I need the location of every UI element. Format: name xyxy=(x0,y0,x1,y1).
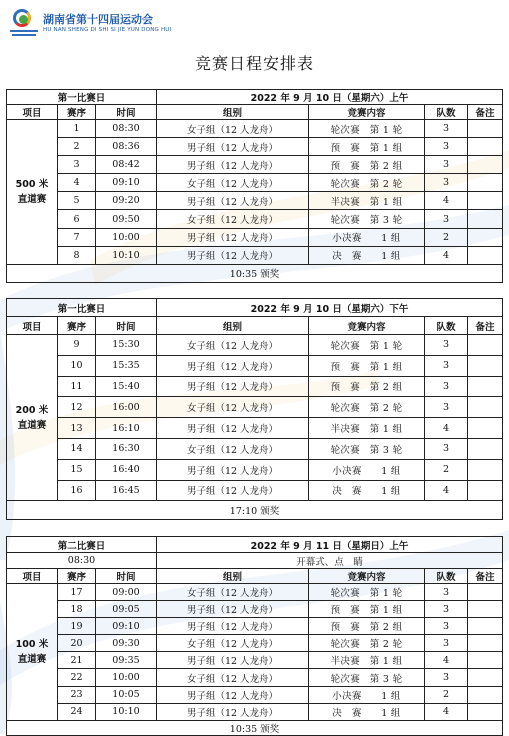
time-cell: 10:00 xyxy=(96,669,157,686)
table-row xyxy=(7,618,503,635)
remarks-cell xyxy=(468,246,503,264)
teams-cell: 3 xyxy=(425,397,468,418)
group-cell: 男子组（12 人龙舟） xyxy=(157,601,309,618)
column-header-teams: 队数 xyxy=(425,317,468,335)
seq-cell: 14 xyxy=(58,438,96,459)
group-cell: 男子组（12 人龙舟） xyxy=(157,618,309,635)
content-cell: 预 赛 第 2 组 xyxy=(309,156,425,174)
group-cell: 男子组（12 人龙舟） xyxy=(157,156,309,174)
event-name xyxy=(7,120,58,265)
teams-cell: 3 xyxy=(425,138,468,156)
group-cell: 女子组（12 人龙舟） xyxy=(157,210,309,228)
remarks-cell xyxy=(468,192,503,210)
header-text xyxy=(43,13,171,34)
seq-cell: 22 xyxy=(58,669,96,686)
remarks-cell xyxy=(468,669,503,686)
seq-cell: 1 xyxy=(58,120,96,138)
remarks-cell xyxy=(468,618,503,635)
schedule-table xyxy=(6,536,503,736)
seq-cell: 17 xyxy=(58,584,96,601)
remarks-cell xyxy=(468,584,503,601)
time-cell: 16:00 xyxy=(96,397,157,418)
games-logo xyxy=(10,8,38,38)
content-cell: 预 赛 第 2 组 xyxy=(309,376,425,397)
remarks-cell xyxy=(468,210,503,228)
time-cell: 10:00 xyxy=(96,228,157,246)
content-cell: 轮次赛 第 1 轮 xyxy=(309,335,425,356)
table-row xyxy=(7,584,503,601)
content-cell: 轮次赛 第 3 轮 xyxy=(309,438,425,459)
content-cell: 轮次赛 第 2 轮 xyxy=(309,397,425,418)
seq-cell: 5 xyxy=(58,192,96,210)
content-cell: 轮次赛 第 3 轮 xyxy=(309,210,425,228)
teams-cell: 4 xyxy=(425,480,468,501)
table-row xyxy=(7,228,503,246)
seq-cell: 24 xyxy=(58,703,96,720)
group-cell: 男子组（12 人龙舟） xyxy=(157,418,309,439)
time-cell: 16:10 xyxy=(96,418,157,439)
page-header xyxy=(10,6,171,40)
group-cell: 男子组（12 人龙舟） xyxy=(157,652,309,669)
date-label: 2022 年 9 月 10 日（星期六）上午 xyxy=(157,90,503,105)
group-cell: 女子组（12 人龙舟） xyxy=(157,174,309,192)
group-cell: 女子组（12 人龙舟） xyxy=(157,335,309,356)
table-row xyxy=(7,355,503,376)
column-header-teams: 队数 xyxy=(425,105,468,120)
column-header-event: 项目 xyxy=(7,105,58,120)
time-cell: 09:10 xyxy=(96,618,157,635)
remarks-cell xyxy=(468,418,503,439)
seq-cell: 8 xyxy=(58,246,96,264)
group-cell: 女子组（12 人龙舟） xyxy=(157,584,309,601)
column-header-teams: 队数 xyxy=(425,569,468,584)
group-cell: 女子组（12 人龙舟） xyxy=(157,669,309,686)
time-cell: 16:30 xyxy=(96,438,157,459)
table-row xyxy=(7,120,503,138)
table-row xyxy=(7,652,503,669)
content-cell: 轮次赛 第 3 轮 xyxy=(309,669,425,686)
remarks-cell xyxy=(468,138,503,156)
event-name-line: 直道赛 xyxy=(17,419,47,431)
teams-cell: 4 xyxy=(425,192,468,210)
column-header-group: 组别 xyxy=(157,105,309,120)
teams-cell: 3 xyxy=(425,601,468,618)
column-header-time: 时间 xyxy=(96,317,157,335)
schedule-table xyxy=(6,298,503,520)
group-cell: 男子组（12 人龙舟） xyxy=(157,480,309,501)
column-header-content: 竞赛内容 xyxy=(309,105,425,120)
group-cell: 男子组（12 人龙舟） xyxy=(157,228,309,246)
remarks-cell xyxy=(468,376,503,397)
column-header-event: 项目 xyxy=(7,569,58,584)
teams-cell: 2 xyxy=(425,686,468,703)
teams-cell: 2 xyxy=(425,459,468,480)
remarks-cell xyxy=(468,686,503,703)
table-row xyxy=(7,635,503,652)
content-cell: 小决赛 1 组 xyxy=(309,686,425,703)
note-text: 开幕式、点 睛 xyxy=(157,553,503,569)
date-label: 2022 年 9 月 10 日（星期六）下午 xyxy=(157,299,503,317)
content-cell: 预 赛 第 1 组 xyxy=(309,355,425,376)
remarks-cell xyxy=(468,228,503,246)
teams-cell: 3 xyxy=(425,174,468,192)
table-row xyxy=(7,438,503,459)
org-subtitle: HU NAN SHENG DI SHI SI JIE YUN DONG HUI xyxy=(43,26,172,33)
seq-cell: 21 xyxy=(58,652,96,669)
table-row xyxy=(7,192,503,210)
group-cell: 女子组（12 人龙舟） xyxy=(157,397,309,418)
column-header-time: 时间 xyxy=(96,569,157,584)
column-header-content: 竞赛内容 xyxy=(309,569,425,584)
group-cell: 女子组（12 人龙舟） xyxy=(157,635,309,652)
column-header-group: 组别 xyxy=(157,317,309,335)
time-cell: 08:36 xyxy=(96,138,157,156)
seq-cell: 12 xyxy=(58,397,96,418)
content-cell: 半决赛 第 1 组 xyxy=(309,192,425,210)
table-row xyxy=(7,669,503,686)
remarks-cell xyxy=(468,601,503,618)
day-label: 第一比赛日 xyxy=(7,299,157,317)
group-cell: 女子组（12 人龙舟） xyxy=(157,438,309,459)
event-name xyxy=(7,584,58,721)
time-cell: 16:40 xyxy=(96,459,157,480)
table-row xyxy=(7,376,503,397)
content-cell: 轮次赛 第 1 轮 xyxy=(309,584,425,601)
time-cell: 08:30 xyxy=(96,120,157,138)
column-header-time: 时间 xyxy=(96,105,157,120)
teams-cell: 3 xyxy=(425,584,468,601)
teams-cell: 3 xyxy=(425,210,468,228)
column-header-remarks: 备注 xyxy=(468,569,503,584)
table-row xyxy=(7,601,503,618)
content-cell: 小决赛 1 组 xyxy=(309,459,425,480)
event-name-line: 直道赛 xyxy=(17,193,47,205)
group-cell: 男子组（12 人龙舟） xyxy=(157,376,309,397)
seq-cell: 3 xyxy=(58,156,96,174)
seq-cell: 6 xyxy=(58,210,96,228)
time-cell: 15:30 xyxy=(96,335,157,356)
event-name-line: 200 米 xyxy=(15,404,49,416)
content-cell: 小决赛 1 组 xyxy=(309,228,425,246)
table-row xyxy=(7,397,503,418)
column-header-seq: 赛序 xyxy=(58,105,96,120)
group-cell: 男子组（12 人龙舟） xyxy=(157,459,309,480)
table-row xyxy=(7,210,503,228)
table-row xyxy=(7,246,503,264)
event-name xyxy=(7,335,58,501)
seq-cell: 9 xyxy=(58,335,96,356)
table-row xyxy=(7,703,503,720)
table-row xyxy=(7,418,503,439)
remarks-cell xyxy=(468,438,503,459)
remarks-cell xyxy=(468,174,503,192)
time-cell: 09:30 xyxy=(96,635,157,652)
remarks-cell xyxy=(468,335,503,356)
teams-cell: 4 xyxy=(425,246,468,264)
time-cell: 10:10 xyxy=(96,703,157,720)
group-cell: 男子组（12 人龙舟） xyxy=(157,703,309,720)
remarks-cell xyxy=(468,480,503,501)
teams-cell: 4 xyxy=(425,418,468,439)
table-row xyxy=(7,480,503,501)
group-cell: 男子组（12 人龙舟） xyxy=(157,355,309,376)
table-row xyxy=(7,335,503,356)
seq-cell: 19 xyxy=(58,618,96,635)
seq-cell: 20 xyxy=(58,635,96,652)
day-label: 第二比赛日 xyxy=(7,537,157,553)
time-cell: 15:35 xyxy=(96,355,157,376)
award-ceremony: 10:35 颁奖 xyxy=(7,264,503,282)
teams-cell: 3 xyxy=(425,669,468,686)
table-row xyxy=(7,156,503,174)
teams-cell: 3 xyxy=(425,438,468,459)
time-cell: 09:05 xyxy=(96,601,157,618)
remarks-cell xyxy=(468,156,503,174)
table-row xyxy=(7,686,503,703)
content-cell: 预 赛 第 1 组 xyxy=(309,601,425,618)
content-cell: 半决赛 第 1 组 xyxy=(309,652,425,669)
award-ceremony: 10:35 颁奖 xyxy=(7,720,503,735)
seq-cell: 10 xyxy=(58,355,96,376)
table-row xyxy=(7,174,503,192)
column-header-group: 组别 xyxy=(157,569,309,584)
time-cell: 09:50 xyxy=(96,210,157,228)
remarks-cell xyxy=(468,703,503,720)
event-name-line: 500 米 xyxy=(15,178,49,190)
group-cell: 男子组（12 人龙舟） xyxy=(157,246,309,264)
teams-cell: 4 xyxy=(425,652,468,669)
time-cell: 16:45 xyxy=(96,480,157,501)
seq-cell: 4 xyxy=(58,174,96,192)
content-cell: 轮次赛 第 2 轮 xyxy=(309,174,425,192)
time-cell: 09:00 xyxy=(96,584,157,601)
teams-cell: 3 xyxy=(425,376,468,397)
column-header-remarks: 备注 xyxy=(468,317,503,335)
teams-cell: 3 xyxy=(425,156,468,174)
day-label: 第一比赛日 xyxy=(7,90,157,105)
time-cell: 09:20 xyxy=(96,192,157,210)
teams-cell: 3 xyxy=(425,355,468,376)
award-ceremony: 17:10 颁奖 xyxy=(7,501,503,520)
remarks-cell xyxy=(468,120,503,138)
seq-cell: 16 xyxy=(58,480,96,501)
seq-cell: 18 xyxy=(58,601,96,618)
teams-cell: 3 xyxy=(425,120,468,138)
table-row xyxy=(7,138,503,156)
teams-cell: 3 xyxy=(425,335,468,356)
remarks-cell xyxy=(468,635,503,652)
column-header-seq: 赛序 xyxy=(58,569,96,584)
group-cell: 男子组（12 人龙舟） xyxy=(157,686,309,703)
table-row xyxy=(7,459,503,480)
seq-cell: 2 xyxy=(58,138,96,156)
teams-cell: 2 xyxy=(425,228,468,246)
event-name-line: 直道赛 xyxy=(17,653,47,665)
content-cell: 决 赛 1 组 xyxy=(309,246,425,264)
time-cell: 09:10 xyxy=(96,174,157,192)
remarks-cell xyxy=(468,355,503,376)
seq-cell: 15 xyxy=(58,459,96,480)
note-time: 08:30 xyxy=(7,553,157,569)
schedule-table xyxy=(6,89,503,283)
content-cell: 轮次赛 第 1 轮 xyxy=(309,120,425,138)
seq-cell: 7 xyxy=(58,228,96,246)
date-label: 2022 年 9 月 11 日（星期日）上午 xyxy=(157,537,503,553)
remarks-cell xyxy=(468,397,503,418)
teams-cell: 3 xyxy=(425,618,468,635)
event-name-line: 100 米 xyxy=(15,638,49,650)
content-cell: 决 赛 1 组 xyxy=(309,480,425,501)
time-cell: 10:05 xyxy=(96,686,157,703)
content-cell: 半决赛 第 1 组 xyxy=(309,418,425,439)
teams-cell: 4 xyxy=(425,703,468,720)
document-title: 竞赛日程安排表 xyxy=(194,54,314,73)
content-cell: 预 赛 第 2 组 xyxy=(309,618,425,635)
seq-cell: 11 xyxy=(58,376,96,397)
remarks-cell xyxy=(468,459,503,480)
group-cell: 女子组（12 人龙舟） xyxy=(157,120,309,138)
content-cell: 决 赛 1 组 xyxy=(309,703,425,720)
time-cell: 08:42 xyxy=(96,156,157,174)
column-header-event: 项目 xyxy=(7,317,58,335)
column-header-remarks: 备注 xyxy=(468,105,503,120)
time-cell: 10:10 xyxy=(96,246,157,264)
time-cell: 15:40 xyxy=(96,376,157,397)
remarks-cell xyxy=(468,652,503,669)
content-cell: 轮次赛 第 2 轮 xyxy=(309,635,425,652)
column-header-seq: 赛序 xyxy=(58,317,96,335)
seq-cell: 13 xyxy=(58,418,96,439)
group-cell: 男子组（12 人龙舟） xyxy=(157,192,309,210)
org-title: 湖南省第十四届运动会 xyxy=(43,12,153,26)
column-header-content: 竞赛内容 xyxy=(309,317,425,335)
group-cell: 男子组（12 人龙舟） xyxy=(157,138,309,156)
teams-cell: 3 xyxy=(425,635,468,652)
seq-cell: 23 xyxy=(58,686,96,703)
content-cell: 预 赛 第 1 组 xyxy=(309,138,425,156)
time-cell: 09:35 xyxy=(96,652,157,669)
